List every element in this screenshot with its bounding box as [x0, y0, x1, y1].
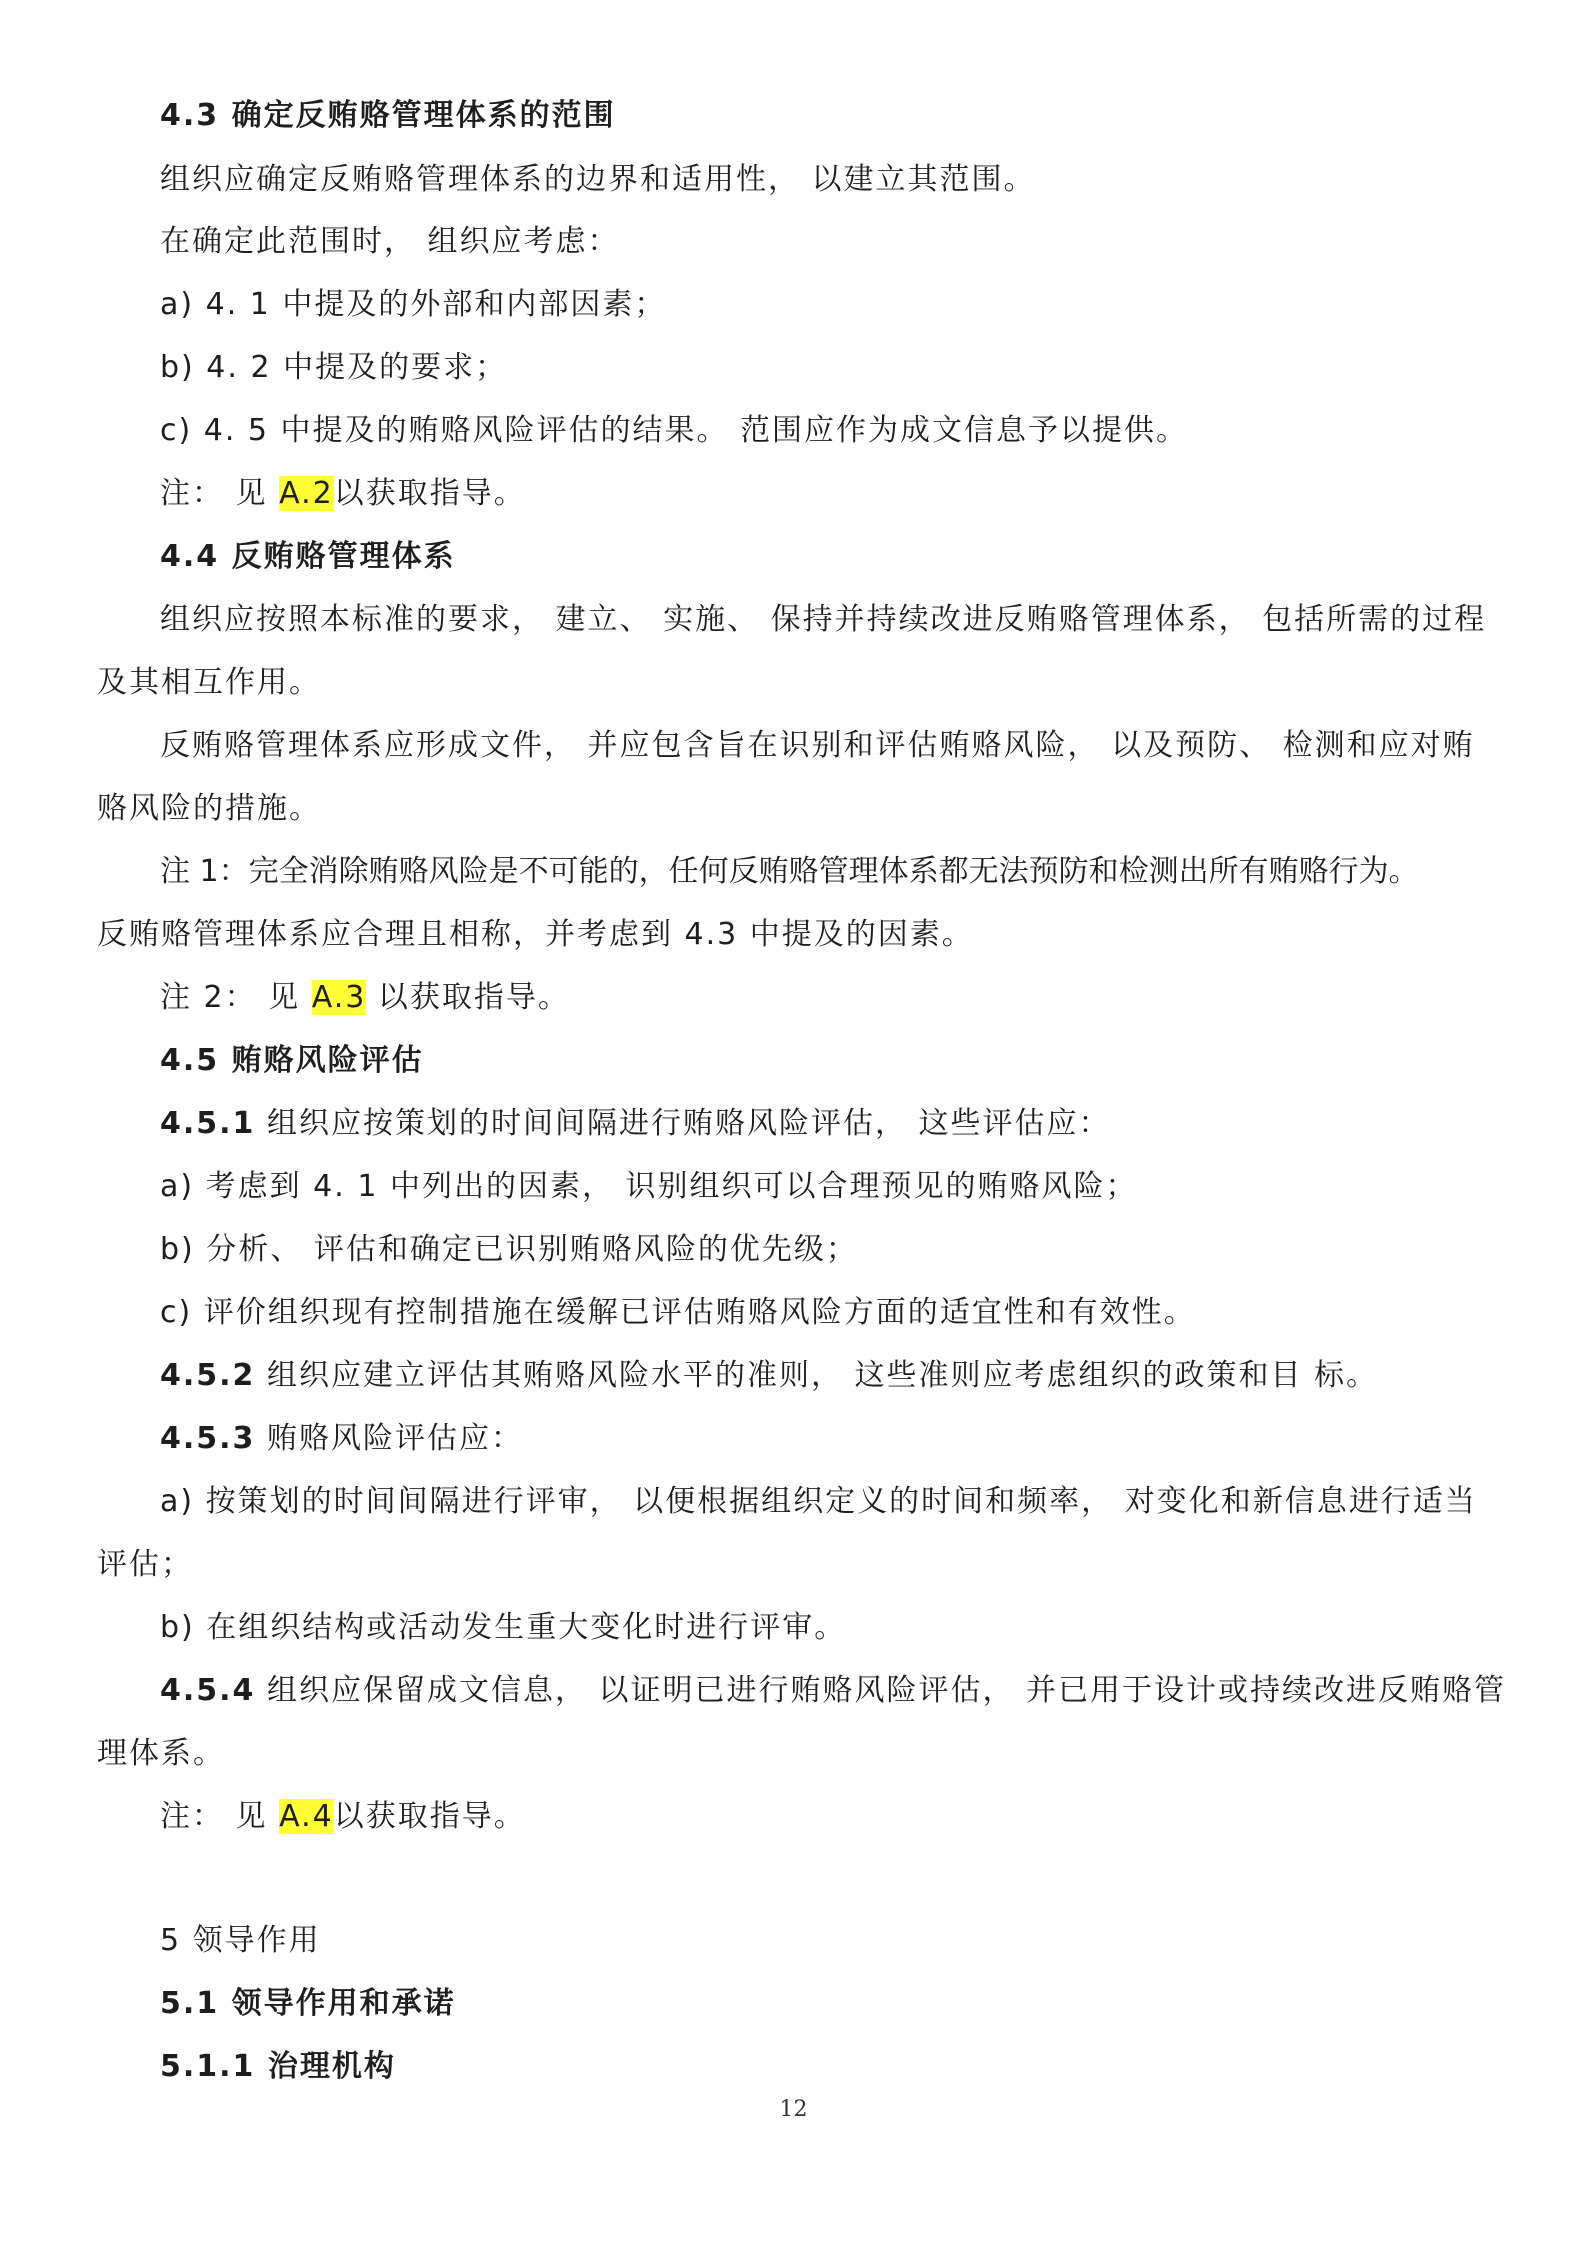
note-line: [160, 978, 570, 1018]
heading-5: 5 领导作用: [160, 1923, 321, 1958]
list-item: 评估；: [97, 1547, 193, 1582]
note-line: 反贿赂管理体系应合理且相称，并考虑到 4.3 中提及的因素。: [97, 917, 974, 952]
list-item: b) 分析、 评估和确定已识别贿赂风险的优先级；: [160, 1232, 858, 1267]
clause-text: 组织应保留成文信息， 以证明已进行贿赂风险评估， 并已用于设计或持续改进反贿赂管: [266, 1673, 1507, 1708]
clause-number: 4.5.1: [160, 1106, 256, 1141]
clause-number: 4.5.3: [160, 1421, 256, 1456]
list-item: c) 4. 5 中提及的贿赂风险评估的结果。 范围应作为成文信息予以提供。: [160, 413, 1189, 448]
list-item: a) 按策划的时间间隔进行评审， 以便根据组织定义的时间和频率， 对变化和新信息进行适当: [160, 1484, 1477, 1519]
list-item: a) 4. 1 中提及的外部和内部因素；: [160, 287, 667, 322]
paragraph: 及其相互作用。: [97, 665, 321, 700]
reference-link[interactable]: A.2: [279, 476, 334, 511]
heading-5-1-1: 5.1.1 治理机构: [160, 2049, 396, 2084]
note-text: 以获取指导。: [333, 476, 526, 511]
clause-4-5-3: [160, 1419, 523, 1459]
clause-text: 组织应按策划的时间间隔进行贿赂风险评估， 这些评估应：: [266, 1106, 1111, 1141]
clause-text: 组织应建立评估其贿赂风险水平的准则， 这些准则应考虑组织的政策和目 标。: [266, 1358, 1379, 1393]
note-line: [160, 474, 526, 514]
heading-4-3: 4.3 确定反贿赂管理体系的范围: [160, 98, 616, 133]
note-text: 以获取指导。: [377, 980, 570, 1015]
reference-link[interactable]: A.4: [279, 1799, 334, 1834]
paragraph: 理体系。: [97, 1736, 225, 1771]
list-item: b) 4. 2 中提及的要求；: [160, 350, 508, 385]
paragraph: 反贿赂管理体系应形成文件， 并应包含旨在识别和评估贿赂风险， 以及预防、 检测和应对贿: [160, 728, 1475, 763]
heading-4-4: 4.4 反贿赂管理体系: [160, 539, 456, 574]
note-label: 注 2： 见: [160, 980, 301, 1015]
clause-4-5-4: [160, 1671, 1506, 1711]
clause-4-5-2: [160, 1356, 1378, 1396]
clause-4-5-1: [160, 1104, 1111, 1144]
paragraph: 组织应确定反贿赂管理体系的边界和适用性， 以建立其范围。: [160, 162, 1036, 197]
list-item: c) 评价组织现有控制措施在缓解已评估贿赂风险方面的适宜性和有效性。: [160, 1295, 1196, 1330]
page-number: 12: [779, 2097, 808, 2122]
paragraph: 赂风险的措施。: [97, 791, 321, 826]
clause-text: 贿赂风险评估应：: [266, 1421, 523, 1456]
note-text: 以获取指导。: [333, 1799, 526, 1834]
reference-link[interactable]: A.3: [311, 980, 367, 1015]
paragraph: 在确定此范围时， 组织应考虑：: [160, 224, 620, 259]
heading-4-5: 4.5 贿赂风险评估: [160, 1043, 424, 1078]
note-label: 注： 见: [160, 1799, 268, 1834]
clause-number: 4.5.4: [160, 1673, 256, 1708]
note-line: 注 1：完全消除贿赂风险是不可能的，任何反贿赂管理体系都无法预防和检测出所有贿赂行为。: [160, 854, 1419, 889]
clause-number: 4.5.2: [160, 1358, 256, 1393]
list-item: b) 在组织结构或活动发生重大变化时进行评审。: [160, 1610, 847, 1645]
note-label: 注： 见: [160, 476, 268, 511]
paragraph: 组织应按照本标准的要求， 建立、 实施、 保持并持续改进反贿赂管理体系， 包括所需的过程: [160, 602, 1487, 637]
list-item: a) 考虑到 4. 1 中列出的因素， 识别组织可以合理预见的贿赂风险；: [160, 1169, 1138, 1204]
note-line: [160, 1797, 526, 1837]
heading-5-1: 5.1 领导作用和承诺: [160, 1986, 456, 2021]
